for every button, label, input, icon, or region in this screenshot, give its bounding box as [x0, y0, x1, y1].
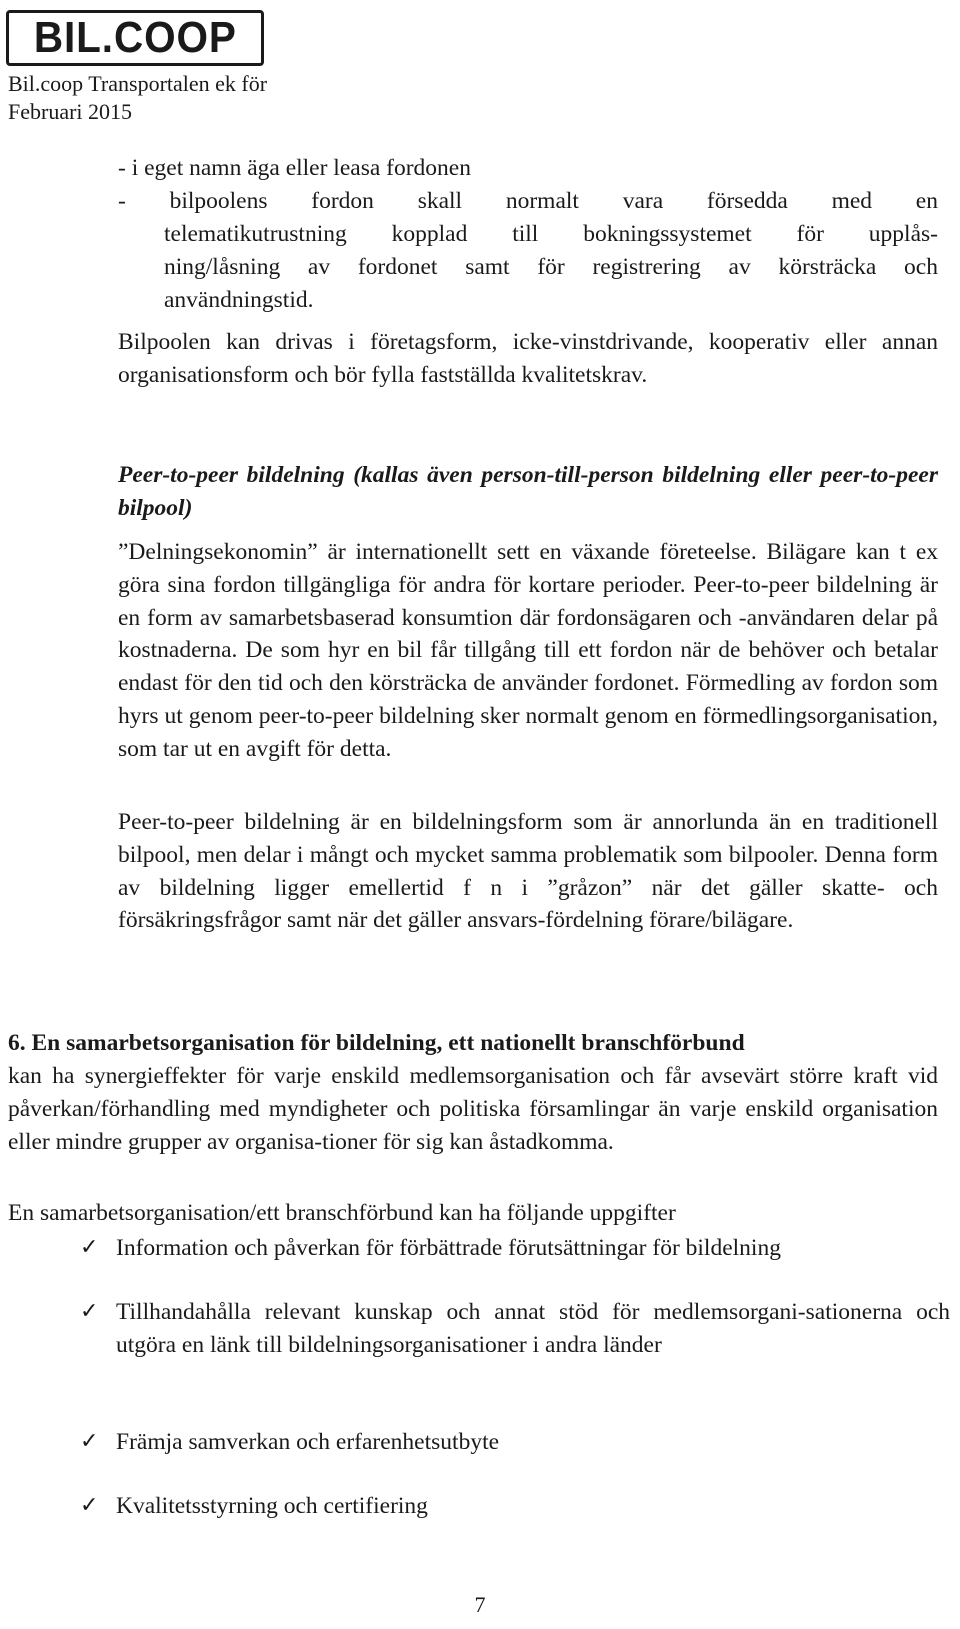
checkmark-icon: ✓: [80, 1235, 99, 1260]
dash-item-1: - i eget namn äga eller leasa fordonen: [118, 155, 471, 181]
checklist-item-text: Kvalitetsstyrning och certifiering: [116, 1493, 428, 1519]
checklist-item: [80, 1426, 950, 1459]
checklist-item-text: Information och påverkan för förbättrade förutsättningar för bildelning: [116, 1235, 781, 1261]
dash-item-2-line4: användningstid.: [164, 287, 314, 313]
checkmark-icon: ✓: [80, 1299, 99, 1324]
tasks-intro: En samarbetsorganisation/ett branschförbund kan ha följande uppgifter: [8, 1200, 676, 1226]
header-org-name: Bil.coop Transportalen ek för: [8, 71, 268, 96]
bilcoop-logo: [6, 10, 264, 66]
checklist-item-text: Tillhandahålla relevant kunskap och annat stöd för medlemsorgani-sationerna och utgöra en länk till bildelningsorganisationer i andra länder: [116, 1299, 950, 1358]
logo-text: BIL.COOP: [33, 13, 237, 62]
section-6-heading: 6. En samarbetsorganisation för bildelning, ett nationellt branschförbund: [8, 1030, 745, 1056]
checklist-item-text: Främja samverkan och erfarenhetsutbyte: [116, 1429, 500, 1455]
dash-item-2-line2: telematikutrustning kopplad till bokningssystemet för upplås-: [164, 221, 938, 247]
page-number: 7: [474, 1592, 486, 1617]
header-date: Februari 2015: [8, 99, 133, 124]
dash-item-2-line3: ning/låsning av fordonet samt för registrering av körsträcka och: [164, 254, 938, 280]
checklist-item: [80, 1296, 950, 1362]
dash-item-2: - bilpoolens fordon skall normalt vara försedda med en: [118, 188, 938, 214]
section-6-body: kan ha synergieffekter för varje enskild medlemsorganisation och får avsevärt större kraft vid påverkan/förhandling med myndigheter och politiska församlingar än varje enskild organisation eller mindre grupper av organisa-tioner för sig kan åstadkomma.: [8, 1063, 938, 1155]
paragraph-bilpool-forms: Bilpoolen kan drivas i företagsform, icke-vinstdrivande, kooperativ eller annan organisationsform och bör fylla fastställda kvalitetskrav.: [118, 329, 938, 388]
heading-peer-to-peer: Peer-to-peer bildelning (kallas även person-till-person bildelning eller peer-to-peer bilpool): [118, 462, 938, 521]
paragraph-peer-to-peer-2: Peer-to-peer bildelning är en bildelningsform som är annorlunda än en traditionell bilpool, men delar i mångt och mycket samma problematik som bilpooler. Denna form av bildelning ligger emellertid f n i ”gråzon” när det gäller skatte- och försäkringsfrågor samt när det gäller ansvars-fördelning förare/bilägare.: [118, 809, 938, 934]
checklist-item: [80, 1490, 950, 1523]
checklist-item: [80, 1232, 950, 1265]
checkmark-icon: ✓: [80, 1429, 99, 1454]
checkmark-icon: ✓: [80, 1493, 99, 1518]
paragraph-peer-to-peer-1: ”Delningsekonomin” är internationellt sett en växande företeelse. Bilägare kan t ex göra sina fordon tillgängliga för andra för kortare perioder. Peer-to-peer bildelning är en form av samarbetsbaserad konsumtion där fordonsägaren och -användaren delar på kostnaderna. De som hyr en bil får tillgång till ett fordon när de behöver och betalar endast för den tid och den körsträcka de använder fordonet. Förmedling av fordon som hyrs ut genom peer-to-peer bildelning sker normalt genom en förmedlingsorganisation, som tar ut en avgift för detta.: [118, 539, 938, 762]
